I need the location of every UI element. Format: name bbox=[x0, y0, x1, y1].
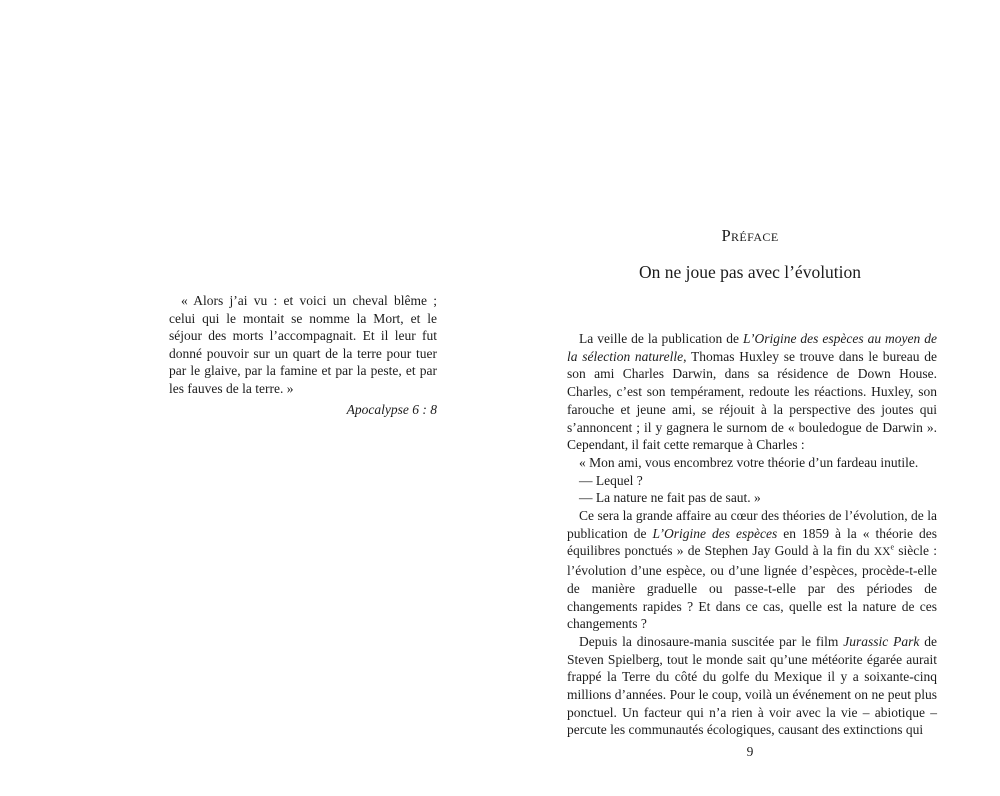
body-text bbox=[567, 330, 937, 739]
book-title: L’Origine des espèces bbox=[652, 525, 778, 541]
preface-label: Préface bbox=[721, 226, 779, 245]
film-title: Jurassic Park bbox=[843, 633, 920, 649]
paragraph-6: Depuis la dinosaure-mania suscitée par le film Jurassic Park de Steven Spielberg, tout le monde sait qu’une météorite égarée aurait frappé la Terre du côté du golfe du Mexique il y a soixante-cinq millions d’années. Pour le coup, voilà un événement on ne peut plus ponctuel. Un facteur qui n’a rien à voir avec la vie – abiotique – percute les communautés écologiques, causant des extinctions qui bbox=[567, 633, 937, 738]
epigraph bbox=[169, 292, 437, 418]
paragraph-3: — Lequel ? bbox=[579, 472, 643, 488]
paragraph-1: La veille de la publication de L’Origine des espèces au moyen de la sélection naturelle, Thomas Huxley se trouve dans le bureau de son ami Charles Darwin, dans sa résidence de Down House. Charles, c’est son tempérament, redoute les réactions. Huxley, son farouche et jeune ami, se réjouit à la perspective des joutes qui s’annoncent ; il y gagnera le surnom de « bouledogue de Darwin ». Cependant, il fait cette remarque à Charles : bbox=[567, 331, 937, 453]
book-title: L’Origine des espèces au moyen de la sélection naturelle bbox=[567, 331, 937, 364]
epigraph-source: Apocalypse 6 : 8 bbox=[346, 401, 437, 417]
paragraph-4: — La nature ne fait pas de saut. » bbox=[579, 490, 761, 506]
paragraph-2: « Mon ami, vous encombrez votre théorie d’un fardeau inutile. bbox=[579, 454, 919, 470]
page-number: 9 bbox=[746, 744, 754, 759]
chapter-title: On ne joue pas avec l’évolution bbox=[638, 262, 862, 282]
century-numeral: XX bbox=[873, 546, 891, 559]
right-page bbox=[500, 0, 1000, 796]
epigraph-text: « Alors j’ai vu : et voici un cheval blême ; celui qui le montait se nomme la Mort, et le séjour des morts l’accompagnait. Et il leur fut donné pouvoir sur un quart de la terre pour tuer par le glaive, par la famine et par la peste, et par les fauves de la terre. » bbox=[169, 293, 437, 396]
paragraph-5: Ce sera la grande affaire au cœur des théories de l’évolution, de la publication de L’Origine des espèces en 1859 à la « théorie des équilibres ponctués » de Stephen Jay Gould à la fin du XXe siècle : l’évolution d’une espèce, ou d’une lignée d’espèces, procède-t-elle de manière graduelle ou passe-t-elle par des périodes de changements rapides ? Et dans ce cas, quelle est la nature de ces changements ? bbox=[567, 508, 937, 632]
